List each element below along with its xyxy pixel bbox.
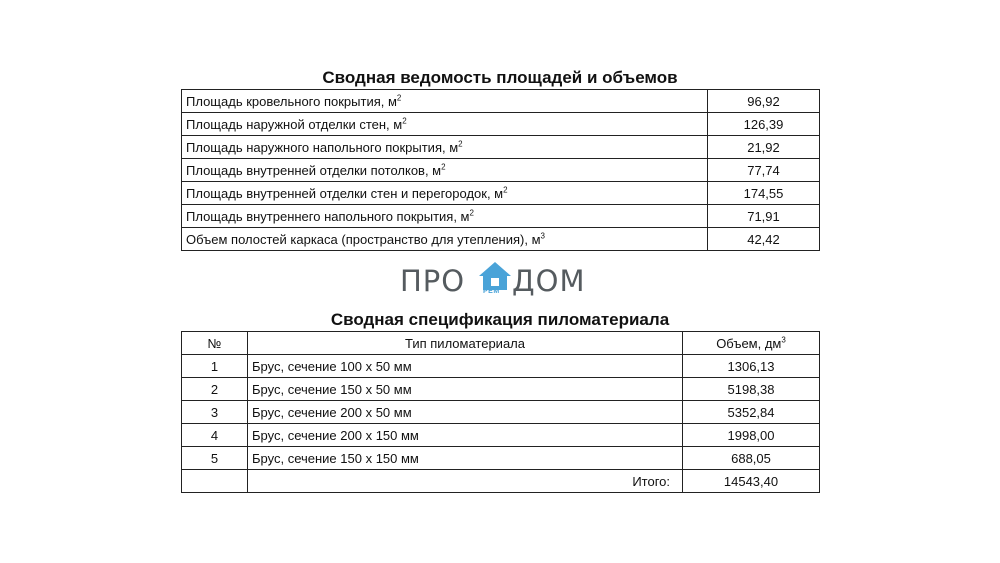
row-volume: 1306,13	[683, 355, 820, 378]
table-header-row	[182, 332, 820, 355]
row-volume: 5352,84	[683, 401, 820, 424]
prodom-logo	[400, 260, 600, 300]
table-row	[182, 424, 820, 447]
total-label: Итого:	[248, 470, 683, 493]
area-summary-table	[181, 89, 820, 251]
row-type: Брус, сечение 200 х 50 мм	[248, 401, 683, 424]
table-row	[182, 447, 820, 470]
total-value: 14543,40	[683, 470, 820, 493]
row-num: 2	[182, 378, 248, 401]
logo-left-text: ПРО	[400, 264, 466, 298]
total-empty-cell	[182, 470, 248, 493]
area-label: Объем полостей каркаса (пространство для утепления), $м^3$	[182, 228, 708, 251]
row-num: 1	[182, 355, 248, 378]
row-volume: 688,05	[683, 447, 820, 470]
row-type: Брус, сечение 150 х 50 мм	[248, 378, 683, 401]
table-row	[182, 90, 820, 113]
table-row	[182, 205, 820, 228]
area-value: 96,92	[708, 90, 820, 113]
area-value: 71,91	[708, 205, 820, 228]
area-table-title: Сводная ведомость площадей и объемов	[322, 68, 678, 87]
area-value: 77,74	[708, 159, 820, 182]
area-label: Площадь внутреннего напольного покрытия, $м^2$	[182, 205, 708, 228]
header-num: №	[182, 332, 248, 355]
table-row	[182, 401, 820, 424]
area-label: Площадь внутренней отделки стен и перегородок, $м^2$	[182, 182, 708, 205]
table-row	[182, 228, 820, 251]
row-num: 3	[182, 401, 248, 424]
row-num: 4	[182, 424, 248, 447]
row-type: Брус, сечение 150 х 150 мм	[248, 447, 683, 470]
header-volume: Объем, $дм^3$	[683, 332, 820, 355]
area-label: Площадь наружного напольного покрытия, $м^2$	[182, 136, 708, 159]
table-row	[182, 113, 820, 136]
table-row	[182, 159, 820, 182]
logo-sub-text: РЕМ	[483, 288, 500, 295]
table-row	[182, 136, 820, 159]
row-volume: 5198,38	[683, 378, 820, 401]
lumber-spec-table	[181, 331, 820, 493]
header-type: Тип пиломатериала	[248, 332, 683, 355]
table-row	[182, 378, 820, 401]
area-label: Площадь кровельного покрытия, $м^2$	[182, 90, 708, 113]
area-value: 126,39	[708, 113, 820, 136]
table-row	[182, 355, 820, 378]
row-num: 5	[182, 447, 248, 470]
table-row	[182, 182, 820, 205]
row-type: Брус, сечение 100 х 50 мм	[248, 355, 683, 378]
area-value: 174,55	[708, 182, 820, 205]
area-value: 21,92	[708, 136, 820, 159]
area-label: Площадь наружной отделки стен, $м^2$	[182, 113, 708, 136]
row-type: Брус, сечение 200 х 150 мм	[248, 424, 683, 447]
area-label: Площадь внутренней отделки потолков, $м^2$	[182, 159, 708, 182]
area-value: 42,42	[708, 228, 820, 251]
row-volume: 1998,00	[683, 424, 820, 447]
logo-right-text: ДОМ	[512, 264, 586, 298]
total-row	[182, 470, 820, 493]
spec-table-title: Сводная спецификация пиломатериала	[330, 310, 670, 329]
